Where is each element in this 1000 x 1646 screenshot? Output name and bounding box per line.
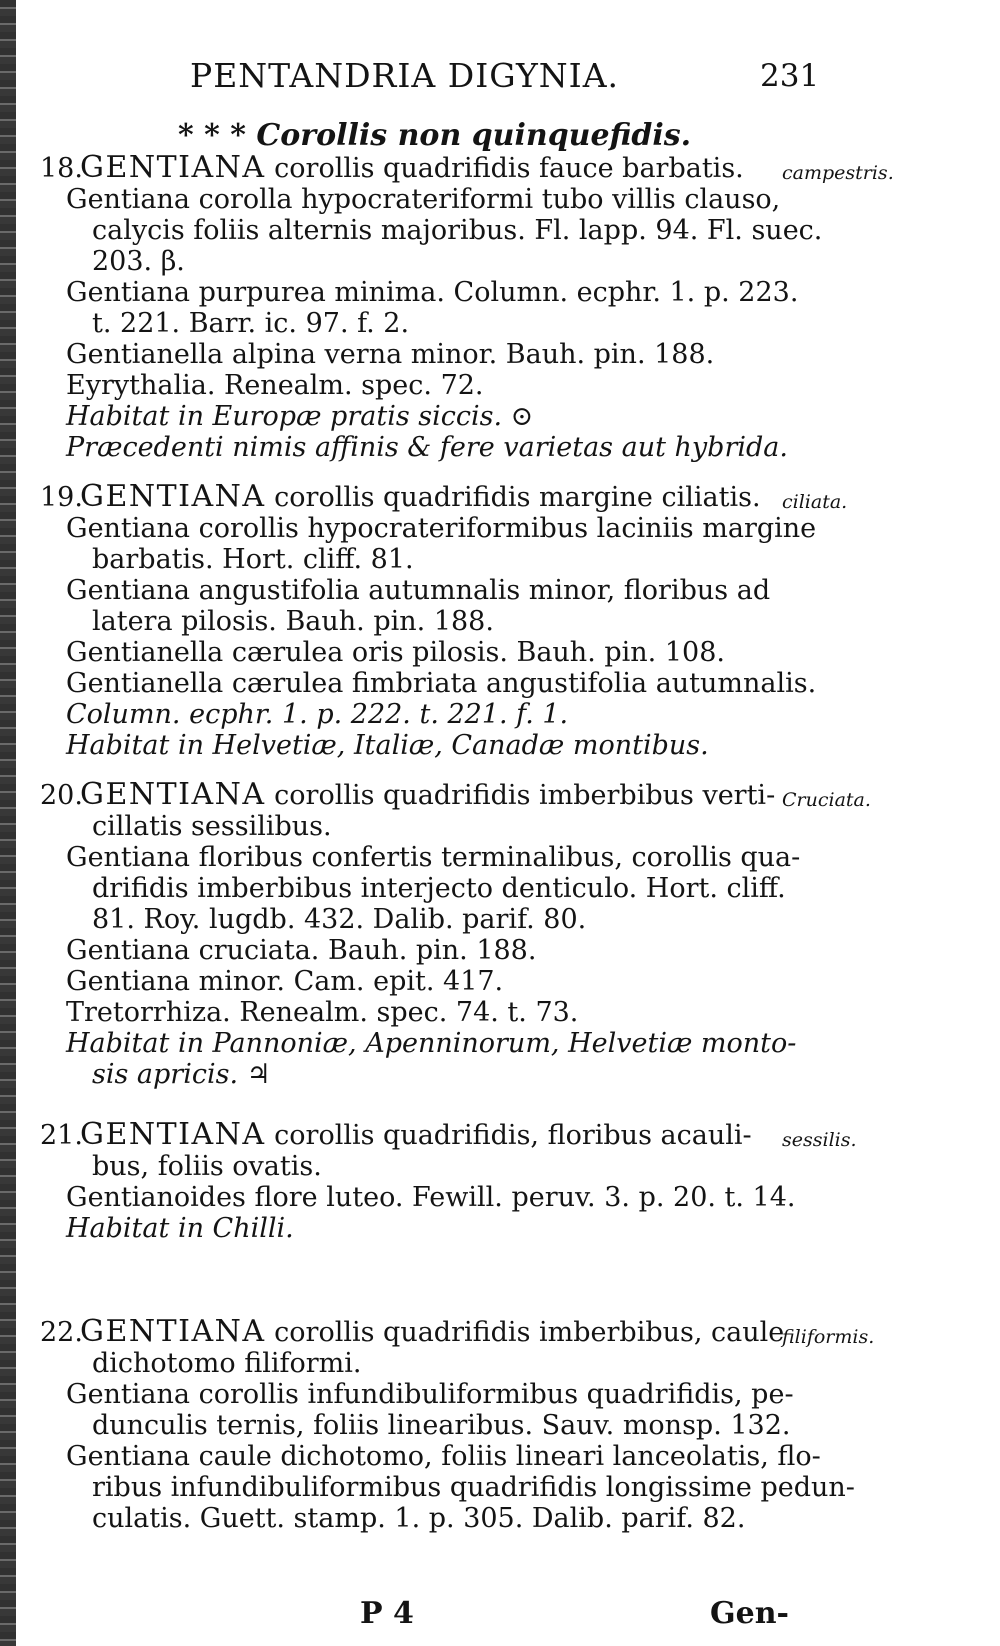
trivial-name: campestris. [782,162,894,184]
genus-name: GENTIANA [80,1314,266,1349]
page-footer [360,1596,800,1636]
synonym-line: Gentiana purpurea minima. Column. ecphr. 1. p. 223. [66,277,799,308]
species-entry-19 [40,481,815,761]
synonym-line: 81. Roy. lugdb. 432. Dalib. parif. 80. [92,904,587,935]
binding-edge [0,0,16,1646]
entry-number: 19. [40,482,83,513]
page-header [190,56,820,100]
synonym-line: Gentiana minor. Cam. epit. 417. [66,966,504,997]
synonym-line: Gentiana corolla hypocrateriformi tubo villis clauso, [66,184,781,215]
synonym-line: barbatis. Hort. cliff. 81. [92,544,414,575]
diagnosis-line: corollis quadrifidis fauce barbatis. [274,153,744,184]
diagnosis-line: corollis quadrifidis margine ciliatis. [274,482,761,513]
trivial-name: ciliata. [782,491,848,513]
trivial-name: filiformis. [782,1326,875,1348]
synonym-line: calycis foliis alternis majoribus. Fl. lapp. 94. Fl. suec. [92,215,823,246]
running-title: PENTANDRIA DIGYNIA. [190,56,620,95]
entry-number: 18. [40,153,83,184]
synonym-line: Eyrythalia. Renealm. spec. 72. [66,370,484,401]
habitat-line: Habitat in Chilli. [66,1213,294,1244]
synonym-line: 203. β. [92,246,185,277]
synonym-line: dunculis ternis, foliis linearibus. Sauv. monsp. 132. [92,1410,791,1441]
synonym-line: Gentiana angustifolia autumnalis minor, floribus ad [66,575,771,606]
synonym-line: Column. ecphr. 1. p. 222. t. 221. f. 1. [66,699,569,730]
genus-name: GENTIANA [80,1117,266,1152]
trivial-name: sessilis. [782,1129,857,1151]
trivial-name: Cruciata. [782,789,871,811]
diagnosis-line: dichotomo filiformi. [92,1348,362,1379]
habitat-line: sis apricis. ♃ [92,1059,271,1090]
diagnosis-line: cillatis sessilibus. [92,811,332,842]
page-number: 231 [760,58,820,94]
entry-number: 21. [40,1120,83,1151]
synonym-line: Gentiana corollis hypocrateriformibus laciniis margine [66,513,817,544]
synonym-line: Gentiana caule dichotomo, foliis lineari lanceolatis, flo- [66,1441,821,1472]
section-title: * * * Corollis non quinquefidis. [178,118,692,153]
synonym-line: Gentianella cærulea fimbriata angustifolia autumnalis. [66,668,817,699]
genus-name: GENTIANA [80,479,266,514]
diagnosis-line: corollis quadrifidis, floribus acauli- [274,1120,752,1151]
synonym-line: t. 221. Barr. ic. 97. f. 2. [92,308,410,339]
species-entry-20 [40,779,815,1090]
diagnosis-line: corollis quadrifidis imberbibus, caule [274,1317,785,1348]
synonym-line: latera pilosis. Bauh. pin. 188. [92,606,494,637]
catchword: Gen- [710,1596,789,1631]
synonym-line: Gentianella cærulea oris pilosis. Bauh. pin. 108. [66,637,725,668]
synonym-line: drifidis imberbibus interjecto denticulo. Hort. cliff. [92,873,786,904]
synonym-line: culatis. Guett. stamp. 1. p. 305. Dalib. parif. 82. [92,1503,746,1534]
habitat-line: Habitat in Europæ pratis siccis. ⊙ [66,401,534,432]
diagnosis-line: bus, foliis ovatis. [92,1151,322,1182]
genus-name: GENTIANA [80,777,266,812]
diagnosis-line: corollis quadrifidis imberbibus verti- [274,780,776,811]
synonym-line: Gentianella alpina verna minor. Bauh. pin. 188. [66,339,715,370]
habitat-line: Habitat in Pannoniæ, Apenninorum, Helvetiæ monto- [66,1028,797,1059]
synonym-line: Gentiana corollis infundibuliformibus quadrifidis, pe- [66,1379,794,1410]
synonym-line: Gentiana cruciata. Bauh. pin. 188. [66,935,537,966]
genus-name: GENTIANA [80,150,266,185]
synonym-line: Gentiana floribus confertis terminalibus, corollis qua- [66,842,801,873]
entry-number: 22. [40,1317,83,1348]
species-entry-21 [40,1119,815,1244]
species-entry-18 [40,150,823,463]
entry-number: 20. [40,780,83,811]
note-line: Præcedenti nimis affinis & fere varietas aut hybrida. [66,432,788,463]
synonym-line: Gentianoides flore luteo. Fewill. peruv. 3. p. 20. t. 14. [66,1182,796,1213]
habitat-line: Habitat in Helvetiæ, Italiæ, Canadæ montibus. [66,730,709,761]
synonym-line: ribus infundibuliformibus quadrifidis longissime pedun- [92,1472,855,1503]
signature-mark: P 4 [360,1596,414,1631]
synonym-line: Tretorrhiza. Renealm. spec. 74. t. 73. [66,997,579,1028]
